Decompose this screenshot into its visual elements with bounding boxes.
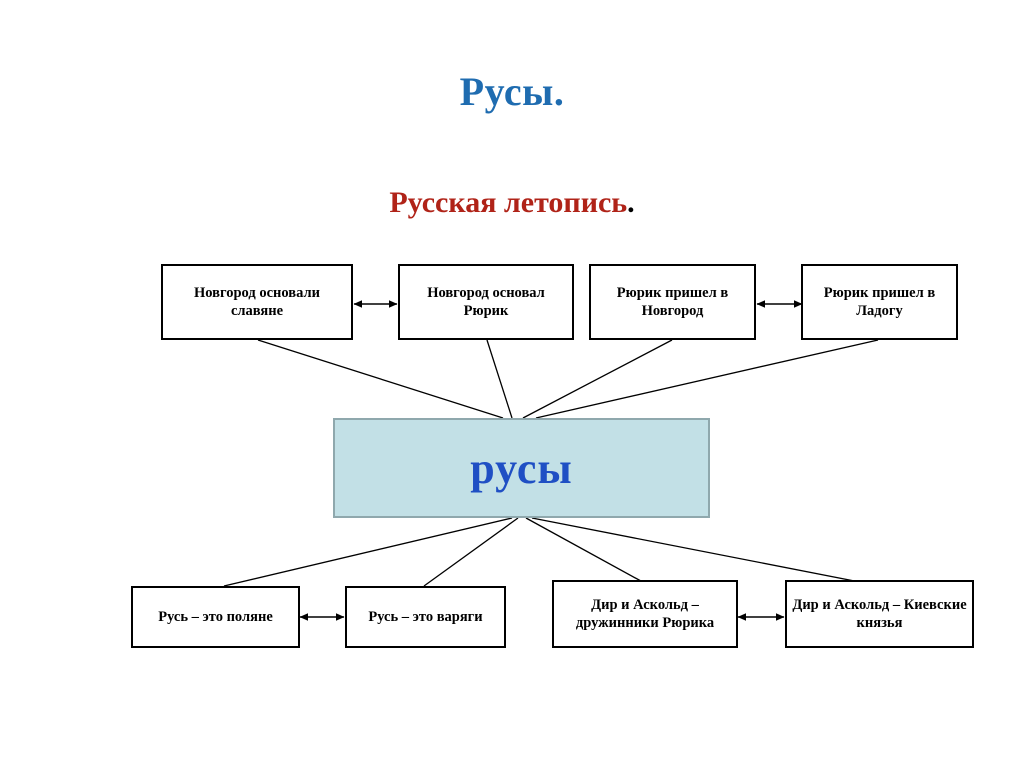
- center-node-label: русы: [470, 443, 573, 493]
- node-novgorod-founded-slavs[interactable]: [161, 264, 353, 340]
- subtitle-text: Русская летопись: [389, 186, 628, 219]
- page-subtitle: [0, 186, 1024, 220]
- node-center-rusy[interactable]: [333, 418, 710, 518]
- node-label: Дир и Аскольд – Киевские князья: [792, 596, 967, 631]
- node-dir-askold-druzhinniki[interactable]: [552, 580, 738, 648]
- page-title: Русы.: [459, 69, 565, 114]
- node-label: Рюрик пришел в Новгород: [616, 284, 729, 319]
- node-rus-varyagi[interactable]: [345, 586, 506, 648]
- node-rurik-came-ladoga[interactable]: [801, 264, 958, 340]
- subtitle-period: .: [627, 186, 635, 219]
- node-label: Рюрик пришел в Ладогу: [823, 284, 936, 319]
- node-rus-polyane[interactable]: [131, 586, 300, 648]
- node-novgorod-founded-rurik[interactable]: [398, 264, 574, 340]
- node-rurik-came-novgorod[interactable]: [589, 264, 756, 340]
- node-label: Русь – это поляне: [158, 608, 273, 625]
- node-label: Новгород основали славяне: [194, 284, 320, 319]
- node-label: Дир и Аскольд – дружинники Рюрика: [575, 596, 715, 631]
- node-label: Русь – это варяги: [368, 608, 483, 625]
- node-dir-askold-kiev-princes[interactable]: [785, 580, 974, 648]
- node-label: Новгород основал Рюрик: [427, 284, 545, 319]
